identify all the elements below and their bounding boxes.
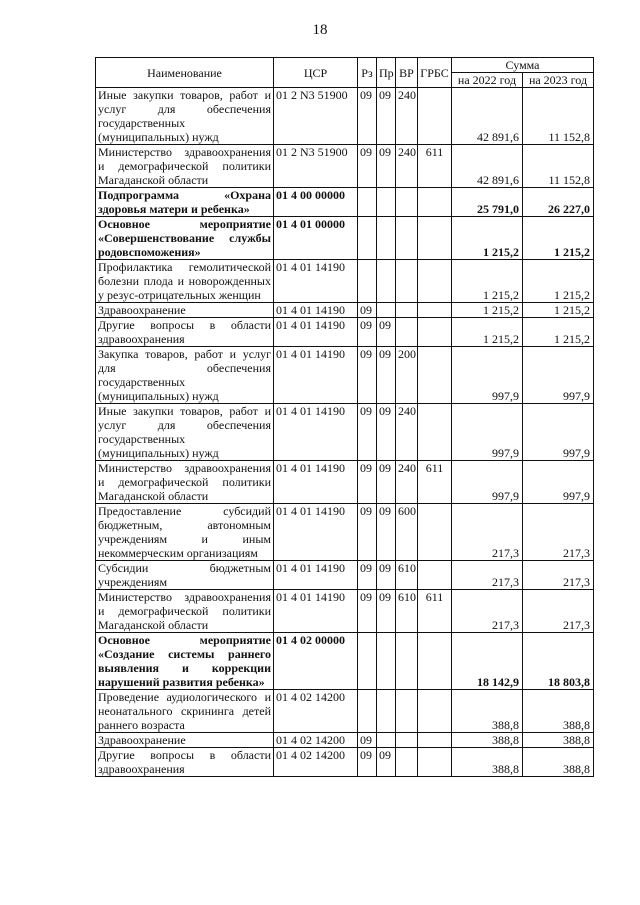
cell-vr (396, 733, 418, 748)
cell-rz (358, 690, 377, 733)
cell-csr: 01 4 01 14190 (274, 590, 358, 633)
cell-grbs (418, 504, 452, 561)
cell-2022: 1 215,2 (452, 318, 523, 347)
cell-name: Основное мероприятие «Совершенствование службы родовспоможения» (96, 217, 274, 260)
cell-vr (396, 188, 418, 217)
cell-csr: 01 4 01 14190 (274, 504, 358, 561)
cell-2022: 42 891,6 (452, 145, 523, 188)
cell-csr: 01 2 N3 51900 (274, 145, 358, 188)
cell-2023: 388,8 (523, 748, 594, 777)
cell-vr: 240 (396, 404, 418, 461)
cell-2022: 1 215,2 (452, 260, 523, 303)
cell-csr: 01 2 N3 51900 (274, 88, 358, 145)
cell-grbs (418, 690, 452, 733)
table-row (96, 733, 594, 748)
cell-grbs (418, 88, 452, 145)
cell-name: Субсидии бюджетным учреждениям (96, 561, 274, 590)
cell-pr (377, 188, 396, 217)
cell-2023: 1 215,2 (523, 303, 594, 318)
header-2023: на 2023 год (523, 73, 594, 88)
cell-2023: 997,9 (523, 347, 594, 404)
cell-2023: 388,8 (523, 733, 594, 748)
cell-2023: 1 215,2 (523, 217, 594, 260)
cell-2023: 1 215,2 (523, 260, 594, 303)
cell-name: Другие вопросы в области здравоохранения (96, 318, 274, 347)
table-row (96, 347, 594, 404)
cell-csr: 01 4 00 00000 (274, 188, 358, 217)
cell-grbs (418, 318, 452, 347)
cell-grbs: 611 (418, 145, 452, 188)
cell-csr: 01 4 01 14190 (274, 404, 358, 461)
cell-name: Здравоохранение (96, 733, 274, 748)
cell-grbs: 611 (418, 590, 452, 633)
cell-2023: 217,3 (523, 561, 594, 590)
cell-csr: 01 4 02 14200 (274, 690, 358, 733)
cell-pr: 09 (377, 561, 396, 590)
cell-rz (358, 633, 377, 690)
cell-vr: 610 (396, 590, 418, 633)
cell-pr (377, 690, 396, 733)
cell-2022: 997,9 (452, 347, 523, 404)
cell-grbs (418, 260, 452, 303)
cell-name: Профилактика гемолитической болезни плода и новорожденных у резус-отрицательных женщин (96, 260, 274, 303)
cell-pr: 09 (377, 748, 396, 777)
cell-2022: 1 215,2 (452, 303, 523, 318)
cell-pr: 09 (377, 88, 396, 145)
cell-grbs (418, 633, 452, 690)
cell-csr: 01 4 01 00000 (274, 217, 358, 260)
cell-grbs: 611 (418, 461, 452, 504)
page-number: 18 (312, 22, 328, 38)
cell-rz (358, 188, 377, 217)
cell-rz: 09 (358, 145, 377, 188)
cell-grbs (418, 347, 452, 404)
table-row (96, 188, 594, 217)
table-header-row (96, 58, 594, 73)
cell-pr: 09 (377, 145, 396, 188)
cell-csr: 01 4 01 14190 (274, 347, 358, 404)
header-name: Наименование (96, 58, 274, 88)
cell-csr: 01 4 02 14200 (274, 733, 358, 748)
budget-table (95, 57, 594, 777)
cell-name: Основное мероприятие «Создание системы раннего выявления и коррекции нарушений развития ребенка» (96, 633, 274, 690)
cell-2023: 997,9 (523, 404, 594, 461)
cell-csr: 01 4 01 14190 (274, 303, 358, 318)
cell-2023: 388,8 (523, 690, 594, 733)
cell-pr: 09 (377, 461, 396, 504)
cell-pr (377, 303, 396, 318)
table-row (96, 461, 594, 504)
cell-rz: 09 (358, 461, 377, 504)
table-row (96, 633, 594, 690)
cell-name: Другие вопросы в области здравоохранения (96, 748, 274, 777)
cell-2023: 217,3 (523, 504, 594, 561)
cell-2022: 217,3 (452, 504, 523, 561)
cell-pr: 09 (377, 347, 396, 404)
cell-vr: 240 (396, 461, 418, 504)
cell-rz (358, 217, 377, 260)
cell-vr: 200 (396, 347, 418, 404)
cell-vr (396, 318, 418, 347)
table-row (96, 88, 594, 145)
cell-rz: 09 (358, 504, 377, 561)
cell-2023: 18 803,8 (523, 633, 594, 690)
cell-name: Предоставление субсидий бюджетным, автономным учреждениям и иным некоммерческим организациям (96, 504, 274, 561)
table-body (96, 88, 594, 777)
cell-rz: 09 (358, 733, 377, 748)
cell-grbs (418, 748, 452, 777)
cell-csr: 01 4 01 14190 (274, 561, 358, 590)
cell-2023: 11 152,8 (523, 145, 594, 188)
cell-grbs (418, 733, 452, 748)
cell-pr (377, 217, 396, 260)
table-row (96, 748, 594, 777)
cell-vr (396, 303, 418, 318)
cell-pr (377, 733, 396, 748)
cell-grbs (418, 217, 452, 260)
table-row (96, 404, 594, 461)
cell-name: Иные закупки товаров, работ и услуг для обеспечения государственных (муниципальных) нужд (96, 404, 274, 461)
cell-pr (377, 633, 396, 690)
table-row (96, 590, 594, 633)
cell-name: Подпрограмма «Охрана здоровья матери и ребенка» (96, 188, 274, 217)
cell-2022: 18 142,9 (452, 633, 523, 690)
cell-vr: 240 (396, 145, 418, 188)
cell-pr: 09 (377, 318, 396, 347)
table-row (96, 318, 594, 347)
cell-vr: 610 (396, 561, 418, 590)
cell-grbs (418, 303, 452, 318)
cell-2023: 11 152,8 (523, 88, 594, 145)
cell-2022: 1 215,2 (452, 217, 523, 260)
header-grbs: ГРБС (418, 58, 452, 88)
cell-rz: 09 (358, 88, 377, 145)
header-csr: ЦСР (274, 58, 358, 88)
cell-rz: 09 (358, 561, 377, 590)
cell-csr: 01 4 02 00000 (274, 633, 358, 690)
table-row (96, 145, 594, 188)
header-2022: на 2022 год (452, 73, 523, 88)
cell-rz (358, 260, 377, 303)
cell-2023: 997,9 (523, 461, 594, 504)
header-rz: Рз (358, 58, 377, 88)
cell-name: Министерство здравоохранения и демографической политики Магаданской области (96, 145, 274, 188)
table-row (96, 303, 594, 318)
cell-2022: 42 891,6 (452, 88, 523, 145)
cell-name: Иные закупки товаров, работ и услуг для обеспечения государственных (муниципальных) нужд (96, 88, 274, 145)
table-row (96, 504, 594, 561)
cell-rz: 09 (358, 303, 377, 318)
cell-rz: 09 (358, 590, 377, 633)
cell-pr: 09 (377, 404, 396, 461)
cell-name: Министерство здравоохранения и демографической политики Магаданской области (96, 590, 274, 633)
cell-2022: 217,3 (452, 561, 523, 590)
cell-vr (396, 690, 418, 733)
cell-rz: 09 (358, 404, 377, 461)
cell-2022: 25 791,0 (452, 188, 523, 217)
cell-2023: 1 215,2 (523, 318, 594, 347)
cell-csr: 01 4 01 14190 (274, 260, 358, 303)
header-vr: ВР (396, 58, 418, 88)
cell-2022: 388,8 (452, 733, 523, 748)
cell-2022: 388,8 (452, 748, 523, 777)
cell-2022: 997,9 (452, 461, 523, 504)
cell-csr: 01 4 02 14200 (274, 748, 358, 777)
cell-2022: 997,9 (452, 404, 523, 461)
cell-rz: 09 (358, 347, 377, 404)
cell-2022: 217,3 (452, 590, 523, 633)
header-pr: Пр (377, 58, 396, 88)
cell-name: Здравоохранение (96, 303, 274, 318)
cell-name: Министерство здравоохранения и демографической политики Магаданской области (96, 461, 274, 504)
cell-name: Проведение аудиологического и неонатального скрининга детей раннего возраста (96, 690, 274, 733)
table-row (96, 217, 594, 260)
cell-pr: 09 (377, 590, 396, 633)
cell-grbs (418, 188, 452, 217)
cell-grbs (418, 561, 452, 590)
cell-vr (396, 260, 418, 303)
cell-2023: 26 227,0 (523, 188, 594, 217)
cell-rz: 09 (358, 318, 377, 347)
cell-name: Закупка товаров, работ и услуг для обеспечения государственных (муниципальных) нужд (96, 347, 274, 404)
cell-vr (396, 748, 418, 777)
table-row (96, 561, 594, 590)
table-row (96, 690, 594, 733)
cell-vr: 240 (396, 88, 418, 145)
header-sum: Сумма (452, 58, 594, 73)
cell-csr: 01 4 01 14190 (274, 461, 358, 504)
cell-vr (396, 633, 418, 690)
cell-2022: 388,8 (452, 690, 523, 733)
cell-vr: 600 (396, 504, 418, 561)
cell-csr: 01 4 01 14190 (274, 318, 358, 347)
cell-2023: 217,3 (523, 590, 594, 633)
cell-pr (377, 260, 396, 303)
cell-pr: 09 (377, 504, 396, 561)
table-row (96, 260, 594, 303)
cell-vr (396, 217, 418, 260)
cell-rz: 09 (358, 748, 377, 777)
cell-grbs (418, 404, 452, 461)
